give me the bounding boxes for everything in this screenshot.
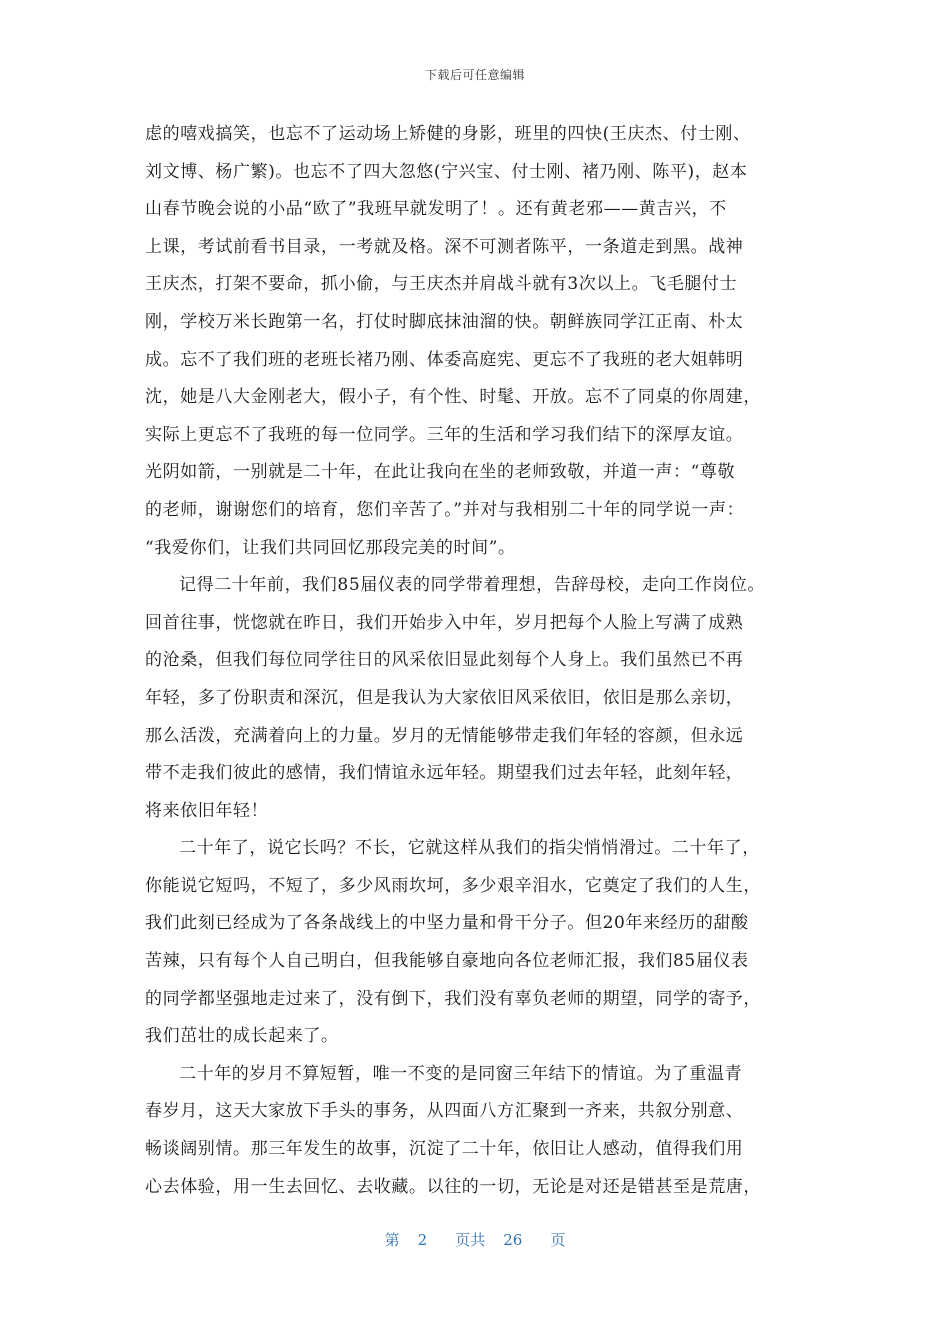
text-line: 的沧桑，但我们每位同学往日的风采依旧显此刻每个人身上。我们虽然已不再	[145, 650, 744, 671]
text-line: 畅谈阔别情。那三年发生的故事，沉淀了二十年，依旧让人感动，值得我们用	[145, 1139, 744, 1160]
footer-page-number: 2	[417, 1231, 428, 1249]
document-body	[145, 116, 805, 1206]
text-line: 带不走我们彼此的感情，我们情谊永远年轻。期望我们过去年轻，此刻年轻，	[145, 763, 744, 784]
text-line: 刚，学校万米长跑第一名，打仗时脚底抹油溜的快。朝鲜族同学江正南、朴太	[145, 311, 744, 332]
text-line: 春岁月，这天大家放下手头的事务，从四面八方汇聚到一齐来，共叙分别意、	[145, 1101, 744, 1122]
text-line: 王庆杰，打架不要命，抓小偷，与王庆杰并肩战斗就有3次以上。飞毛腿付士	[145, 274, 738, 295]
text-line: 年轻，多了份职责和深沉，但是我认为大家依旧风采依旧，依旧是那么亲切，	[145, 687, 744, 708]
text-line: 那么活泼，充满着向上的力量。岁月的无情能够带走我们年轻的容颜，但永远	[145, 725, 744, 746]
text-line: “我爱你们，让我们共同回忆那段完美的时间”。	[145, 537, 516, 558]
text-line: 虑的嘻戏搞笑，也忘不了运动场上矫健的身影，班里的四快(王庆杰、付士刚、	[145, 124, 751, 144]
header-text: 下载后可任意编辑	[424, 68, 525, 82]
footer-page-mid: 页共	[455, 1231, 486, 1249]
footer-page-suffix: 页	[550, 1231, 566, 1249]
text-line: 心去体验，用一生去回忆、去收藏。以往的一切，无论是对还是错甚至是荒唐，	[145, 1176, 761, 1197]
text-line: 成。忘不了我们班的老班长褚乃刚、体委高庭宪、更忘不了我班的老大姐韩明	[145, 349, 744, 370]
text-line: 二十年了，说它长吗？不长，它就这样从我们的指尖悄悄滑过。二十年了，	[179, 838, 760, 859]
text-line: 记得二十年前，我们85届仪表的同学带着理想，告辞母校，走向工作岗位。	[179, 575, 766, 596]
text-line: 实际上更忘不了我班的每一位同学。三年的生活和学习我们结下的深厚友谊。	[145, 424, 744, 445]
text-line: 上课，考试前看书目录，一考就及格。深不可测者陈平，一条道走到黑。战神	[145, 236, 744, 257]
text-line: 二十年的岁月不算短暂，唯一不变的是同窗三年结下的情谊。为了重温青	[179, 1063, 743, 1084]
page-header	[0, 66, 950, 83]
text-line: 苦辣，只有每个人自己明白，但我能够自豪地向各位老师汇报，我们85届仪表	[145, 951, 749, 972]
page-footer	[0, 1229, 950, 1250]
text-line: 光阴如箭，一别就是二十年，在此让我向在坐的老师致敬，并道一声：“尊敬	[145, 462, 736, 483]
text-line: 我们茁壮的成长起来了。	[145, 1026, 339, 1047]
text-line: 的同学都坚强地走过来了，没有倒下，我们没有辜负老师的期望，同学的寄予，	[145, 988, 761, 1009]
text-line: 的老师，谢谢您们的培育，您们辛苦了。”并对与我相别二十年的同学说一声：	[145, 499, 745, 520]
footer-page-total: 26	[503, 1231, 523, 1249]
text-line: 刘文博、杨广繁)。也忘不了四大忽悠(宁兴宝、付士刚、褚乃刚、陈平)，赵本	[145, 161, 748, 182]
text-line: 回首往事，恍惚就在昨日，我们开始步入中年，岁月把每个人脸上写满了成熟	[145, 612, 744, 633]
text-line: 我们此刻已经成为了各条战线上的中坚力量和骨干分子。但20年来经历的甜酸	[145, 913, 749, 934]
footer-page-prefix: 第	[384, 1231, 400, 1249]
text-line: 将来依旧年轻！	[145, 800, 269, 821]
text-line: 山春节晚会说的小品“欧了”我班早就发明了！。还有黄老邪——黄吉兴，不	[145, 199, 727, 220]
text-line: 沈，她是八大金刚老大，假小子，有个性、时髦、开放。忘不了同桌的你周建，	[145, 387, 761, 408]
text-line: 你能说它短吗，不短了，多少风雨坎坷，多少艰辛泪水，它奠定了我们的人生，	[145, 875, 761, 896]
